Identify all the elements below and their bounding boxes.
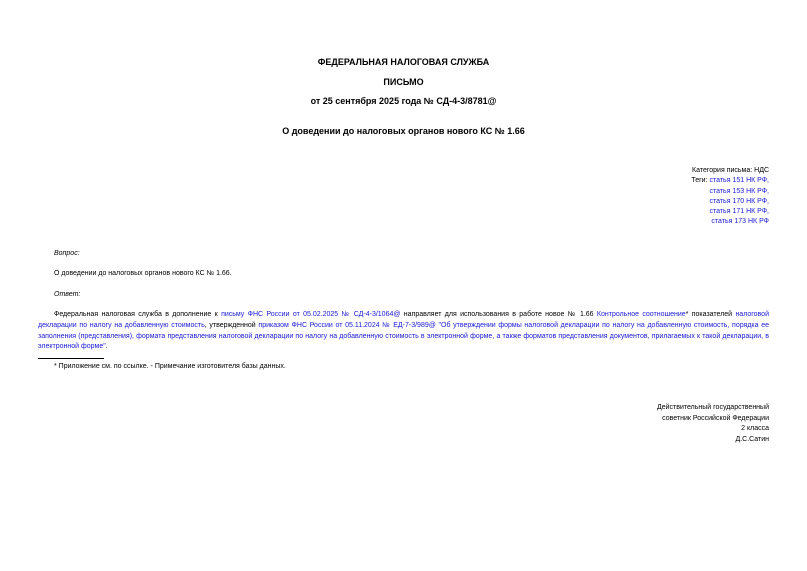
question-text: О доведении до налоговых органов нового КС № 1.66.	[54, 270, 232, 277]
document-subject: О доведении до налоговых органов нового КС № 1.66	[282, 126, 525, 136]
tag-link-171[interactable]: статья 171 НК РФ,	[709, 208, 769, 216]
agency-title: ФЕДЕРАЛЬНАЯ НАЛОГОВАЯ СЛУЖБА	[317, 57, 490, 67]
link-control-ratio[interactable]: Контрольное соотношение	[596, 311, 686, 318]
answer-label: Ответ:	[54, 291, 81, 298]
signature-line-2: советник Российской Федерации	[662, 414, 769, 422]
signature-block	[657, 403, 769, 445]
signature-name: Д.С.Сатин	[735, 435, 769, 443]
letter-tags	[691, 176, 769, 186]
footnote-divider	[38, 358, 104, 359]
link-letter-fns[interactable]: письму ФНС России от 05.02.2025 № СД-4-3/1064@	[221, 311, 401, 318]
answer-text-2: направляет для использования в работе новое № 1.66	[400, 311, 597, 318]
signature-line-3: 2 класса	[741, 425, 769, 432]
footnote: * Приложение см. по ссылке. - Примечание изготовителя базы данных.	[54, 363, 286, 370]
letter-category: Категория письма: НДС	[692, 167, 769, 174]
tag-link-170[interactable]: статья 170 НК РФ,	[709, 197, 769, 205]
tags-label: Теги:	[691, 177, 710, 185]
letter-meta	[691, 166, 769, 228]
document-type: ПИСЬМО	[383, 77, 424, 87]
signature-line-1: Действительный государственный	[657, 404, 769, 411]
answer-body	[38, 310, 769, 353]
answer-text-3: * показателей	[685, 311, 736, 318]
answer-text-4: , утвержденной	[204, 321, 259, 329]
tag-link-173[interactable]: статья 173 НК РФ	[711, 218, 769, 226]
document-date-number: от 25 сентября 2025 года № СД-4-3/8781@	[310, 96, 497, 106]
link-fns-order[interactable]: приказом ФНС России от 05.11.2024 № ЕД-7-3/989@ "Об утверждении формы налоговой декларации по налогу на добавленную стоимость, порядка ее заполнения (представления), формата представления налоговой декларации по налогу на добавленную стоимость в электронной форме, а также форматов представления документов, прилагаемых к такой декларации, в электронной форме"	[38, 321, 769, 351]
answer-text-1: Федеральная налоговая служба в дополнение к	[54, 311, 222, 318]
answer-text-5: .	[105, 343, 108, 351]
tag-link-153[interactable]: статья 153 НК РФ,	[709, 187, 769, 195]
question-label: Вопрос:	[54, 250, 80, 257]
tag-link-151[interactable]: статья 151 НК РФ,	[709, 177, 769, 185]
link-vat-declaration[interactable]: налоговой декларации по налогу на добавленную стоимость	[38, 311, 769, 329]
